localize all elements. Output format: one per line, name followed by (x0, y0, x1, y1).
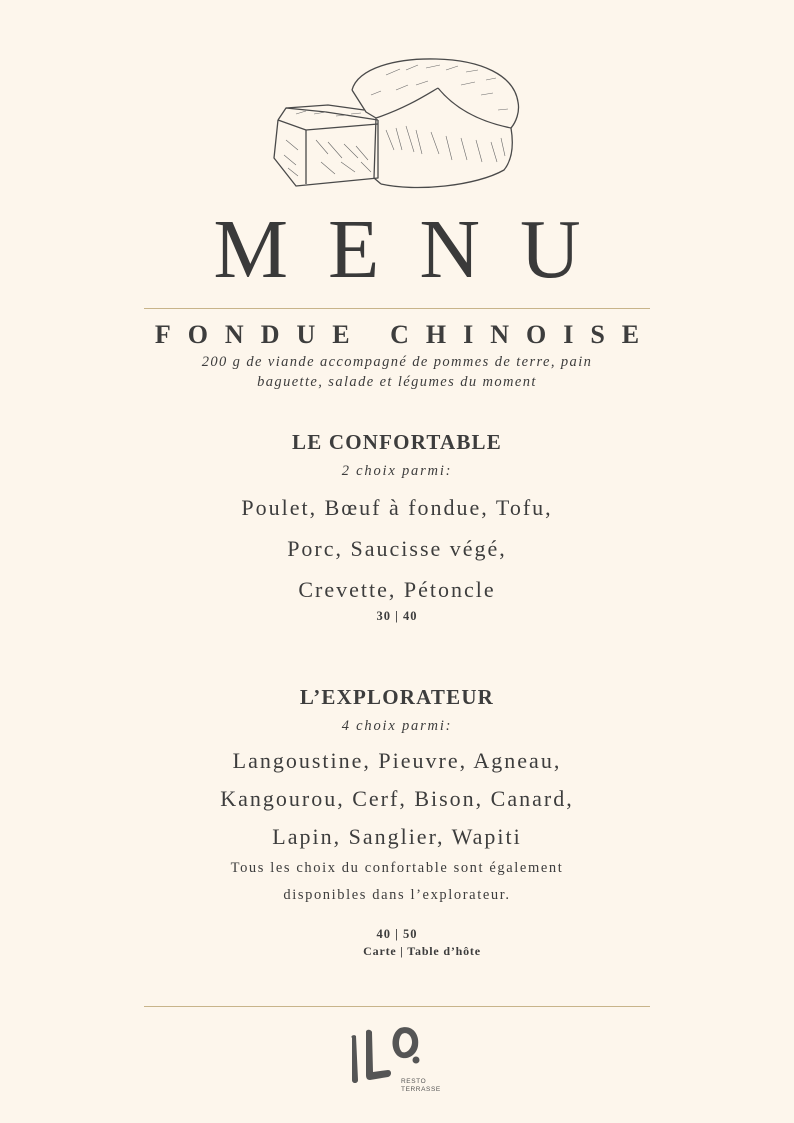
formula-explorateur-title: L’EXPLORATEUR (299, 685, 495, 709)
top-divider (144, 308, 650, 309)
menu-title: MENU (213, 203, 621, 296)
formula-explorateur-items-line: Lapin, Sanglier, Wapiti (272, 824, 522, 849)
formula-explorateur-choice-note: 4 choix parmi: (341, 718, 453, 734)
formula-confortable-items-line: Crevette, Pétoncle (298, 577, 496, 602)
formula-explorateur-note: disponibles dans l’explorateur. (283, 887, 511, 903)
formula-explorateur-price-labels: Carte | Table d’hôte (363, 944, 481, 958)
formula-confortable-items-line: Poulet, Bœuf à fondue, Tofu, (241, 495, 553, 520)
formula-confortable-price: 30 | 40 (376, 609, 418, 623)
formula-explorateur-items-line: Kangourou, Cerf, Bison, Canard, (220, 786, 574, 811)
formula-explorateur-note: Tous les choix du confortable sont également (230, 860, 564, 876)
section-description-line: baguette, salade et légumes du moment (257, 374, 537, 390)
section-title: FONDUE CHINOISE (154, 320, 657, 349)
section-description (0, 352, 794, 392)
cheese-illustration (266, 50, 528, 195)
formula-explorateur-price: 40 | 50 (376, 927, 418, 941)
ilo-logo (340, 1020, 450, 1095)
formula-confortable-choice-note: 2 choix parmi: (341, 463, 453, 479)
formula-confortable-items-line: Porc, Saucisse végé, (287, 536, 507, 561)
section-description-line: 200 g de viande accompagné de pommes de terre, pain (201, 354, 593, 370)
bottom-divider (144, 1006, 650, 1007)
logo-tagline-line: RESTO (401, 1078, 427, 1085)
formula-confortable-title: LE CONFORTABLE (292, 430, 502, 454)
logo-tagline-line: TERRASSE (401, 1086, 441, 1093)
formula-explorateur-items-line: Langoustine, Pieuvre, Agneau, (232, 748, 562, 773)
